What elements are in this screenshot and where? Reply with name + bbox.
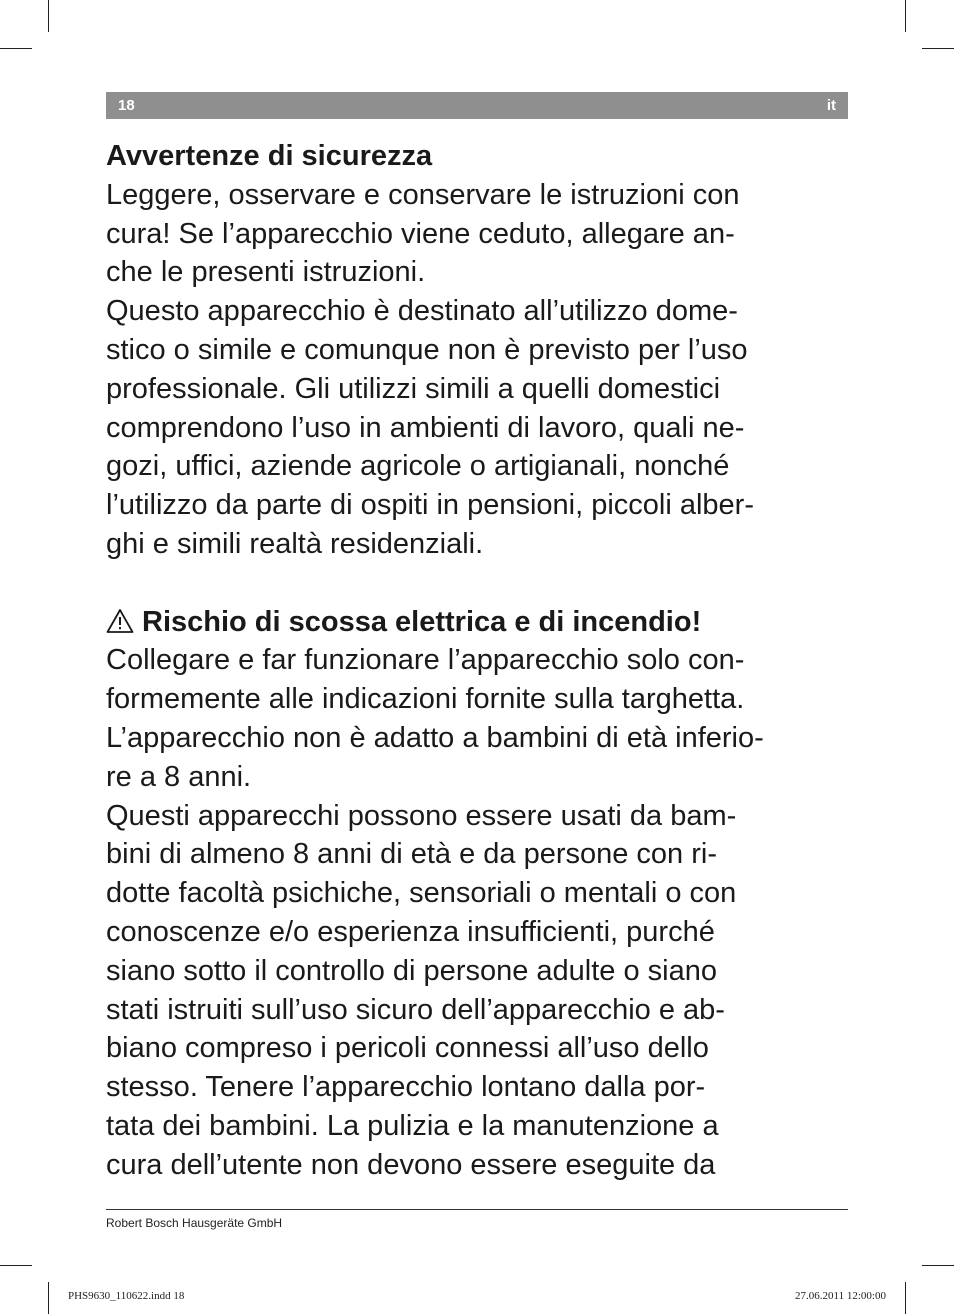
- crop-mark: [905, 1282, 906, 1314]
- body-line: comprendono l’uso in ambienti di lavoro, quali ne-: [106, 411, 745, 444]
- section-heading-safety: Avvertenze di sicurezza: [106, 140, 433, 172]
- crop-mark: [922, 1265, 954, 1266]
- body-line: stico o simile e comunque non è previsto per l’uso: [106, 333, 748, 366]
- body-line: cura! Se l’apparecchio viene ceduto, allegare an-: [106, 217, 735, 250]
- body-line: formemente alle indicazioni fornite sulla targhetta.: [106, 683, 745, 716]
- crop-mark: [905, 0, 906, 32]
- page-header-bar: [106, 92, 848, 119]
- body-line: re a 8 anni.: [106, 760, 252, 793]
- body-line: Collegare e far funzionare l’apparecchio solo con-: [106, 644, 745, 677]
- crop-mark: [48, 0, 49, 32]
- body-line: Questi apparecchi possono essere usati da bam-: [106, 799, 737, 832]
- paragraph-spacer: [106, 564, 866, 603]
- body-line: che le presenti istruzioni.: [106, 256, 426, 289]
- body-line: L’apparecchio non è adatto a bambini di età inferio-: [106, 721, 764, 754]
- crop-mark: [0, 1265, 32, 1266]
- print-slug-timestamp: 27.06.2011 12:00:00: [795, 1290, 886, 1302]
- body-line: dotte facoltà psichiche, sensoriali o mentali o con: [106, 877, 737, 910]
- body-line: professionale. Gli utilizzi simili a quelli domestici: [106, 372, 721, 405]
- body-line: l’utilizzo da parte di ospiti in pensioni, piccoli alber-: [106, 489, 754, 522]
- body-line: gozi, uffici, aziende agricole o artigianali, nonché: [106, 450, 730, 483]
- print-slug-file: PHS9630_110622.indd 18: [68, 1290, 185, 1302]
- body-line: Questo apparecchio è destinato all’utilizzo dome-: [106, 295, 738, 328]
- crop-mark: [48, 1282, 49, 1314]
- crop-mark: [922, 48, 954, 49]
- body-line: ghi e simili realtà residenziali.: [106, 527, 484, 560]
- section-heading-warning: [106, 603, 866, 642]
- page-number: 18: [118, 97, 135, 114]
- crop-mark: [0, 48, 32, 49]
- body-line: Leggere, osservare e conservare le istruzioni con: [106, 178, 740, 211]
- body-line: stati istruiti sull’uso sicuro dell’apparecchio e ab-: [106, 993, 725, 1026]
- page-body: [106, 137, 866, 1185]
- body-line: tata dei bambini. La pulizia e la manutenzione a: [106, 1109, 719, 1142]
- footer-divider: [106, 1209, 848, 1210]
- body-line: stesso. Tenere l’apparecchio lontano dalla por-: [106, 1071, 706, 1104]
- body-line: conoscenze e/o esperienza insufficienti, purché: [106, 915, 715, 948]
- footer-company: Robert Bosch Hausgeräte GmbH: [106, 1216, 283, 1230]
- body-line: biano compreso i pericoli connessi all’uso dello: [106, 1032, 709, 1065]
- body-line: cura dell’utente non devono essere eseguite da: [106, 1148, 716, 1181]
- warning-heading-text: Rischio di scossa elettrica e di incendio!: [142, 605, 702, 638]
- body-line: siano sotto il controllo di persone adulte o siano: [106, 954, 717, 987]
- warning-triangle-icon: [106, 608, 134, 634]
- body-line: bini di almeno 8 anni di età e da persone con ri-: [106, 838, 717, 871]
- language-code: it: [826, 97, 836, 114]
